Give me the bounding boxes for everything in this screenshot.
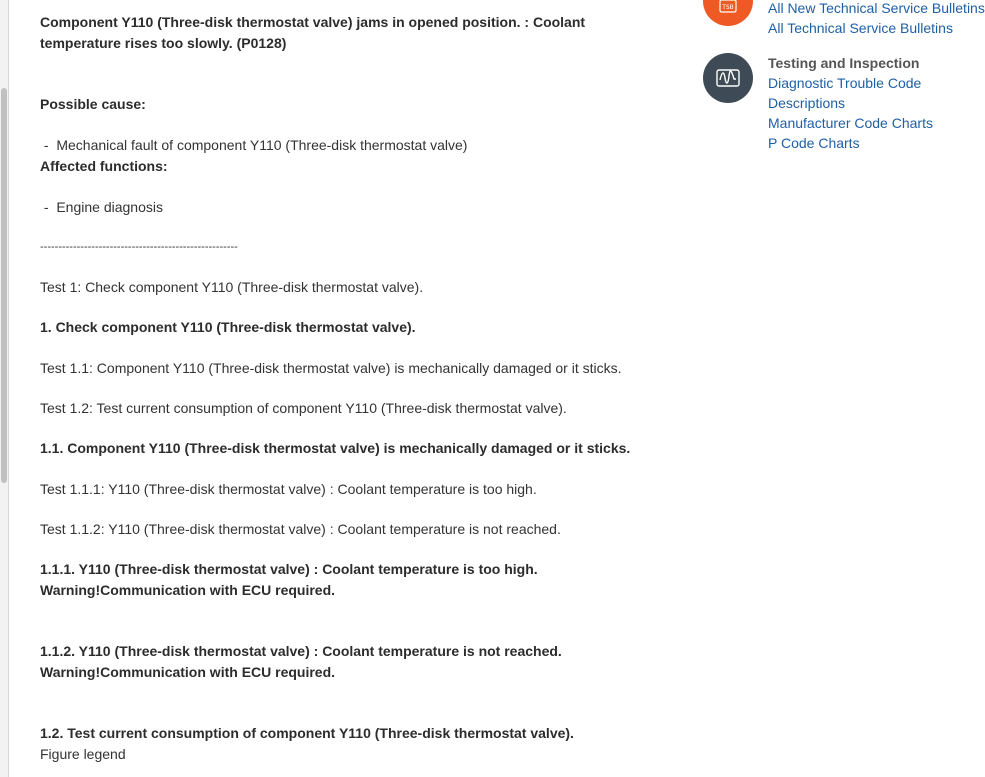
warning-ecu-1: Warning!Communication with ECU required. — [40, 582, 336, 598]
link-all-tsb[interactable]: All Technical Service Bulletins — [768, 20, 953, 36]
warning-ecu-2: Warning!Communication with ECU required. — [40, 664, 336, 680]
scrollbar-track[interactable] — [0, 0, 9, 777]
tsb-links — [768, 0, 985, 38]
test-1-2: Test 1.2: Test current consumption of component Y110 (Three-disk thermostat valve). — [40, 400, 567, 416]
divider-line: ------------------------------------------------------ — [40, 241, 238, 253]
article-content — [40, 12, 660, 765]
svg-text:TSB: TSB — [722, 4, 734, 11]
step-1-1-heading: 1.1. Component Y110 (Three-disk thermostat valve) is mechanically damaged or it sticks. — [40, 440, 631, 456]
affected-functions-heading: Affected functions: — [40, 158, 168, 174]
step-1-1-1-heading: 1.1.1. Y110 (Three-disk thermostat valve) : Coolant temperature is too high. — [40, 561, 538, 577]
link-p-code-charts[interactable]: P Code Charts — [768, 135, 860, 151]
step-1-1-2-heading: 1.1.2. Y110 (Three-disk thermostat valve) : Coolant temperature is not reached. — [40, 643, 562, 659]
step-1-2-heading: 1.2. Test current consumption of component Y110 (Three-disk thermostat valve). — [40, 725, 574, 741]
article-title: Component Y110 (Three-disk thermostat valve) jams in opened position. : Coolant temperature rises too slowly. (P0128) — [40, 14, 589, 51]
possible-cause-item: - Mechanical fault of component Y110 (Three-disk thermostat valve) — [40, 137, 468, 153]
figure-legend: Figure legend — [40, 746, 126, 762]
waveform-icon — [703, 53, 753, 103]
scrollbar-thumb[interactable] — [1, 88, 7, 483]
step-1-heading: 1. Check component Y110 (Three-disk thermostat valve). — [40, 319, 416, 335]
link-all-new-tsb[interactable]: All New Technical Service Bulletins — [768, 0, 985, 16]
test-1-1-2: Test 1.1.2: Y110 (Three-disk thermostat valve) : Coolant temperature is not reached. — [40, 521, 561, 537]
possible-cause-heading: Possible cause: — [40, 96, 146, 112]
testing-heading: Testing and Inspection — [768, 55, 920, 71]
test-1-1: Test 1.1: Component Y110 (Three-disk thermostat valve) is mechanically damaged or it sticks. — [40, 360, 622, 376]
tsb-icon — [703, 0, 753, 26]
link-descriptions[interactable]: Descriptions — [768, 95, 846, 111]
test-1: Test 1: Check component Y110 (Three-disk thermostat valve). — [40, 279, 424, 295]
testing-links — [768, 53, 968, 153]
affected-functions-item: - Engine diagnosis — [40, 199, 163, 215]
link-dtc[interactable]: Diagnostic Trouble Code — [768, 75, 922, 91]
link-manufacturer-code-charts[interactable]: Manufacturer Code Charts — [768, 115, 933, 131]
test-1-1-1: Test 1.1.1: Y110 (Three-disk thermostat valve) : Coolant temperature is too high. — [40, 481, 537, 497]
sidebar — [703, 0, 985, 777]
